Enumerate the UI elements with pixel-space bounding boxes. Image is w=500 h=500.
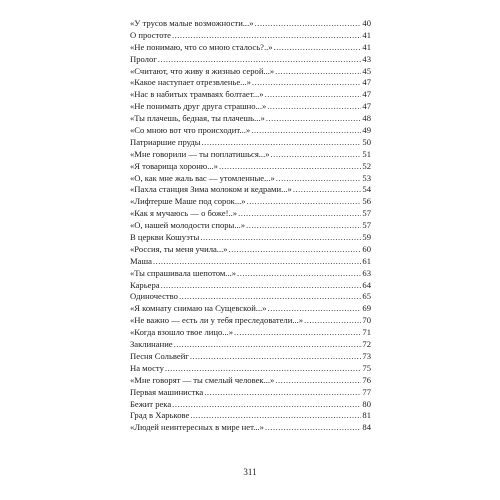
toc-entry-page: 61: [362, 255, 371, 266]
dot-leader: [172, 399, 361, 411]
toc-entry-title: «Ты плачешь, бедная, ты плачешь...»: [130, 113, 265, 124]
toc-entry: [130, 220, 371, 232]
dot-leader: [304, 315, 361, 327]
dot-leader: [293, 184, 361, 196]
toc-entry-page: 59: [362, 232, 371, 243]
toc-entry-title: В церкви Кошуэты: [130, 232, 200, 243]
toc-entry: [130, 422, 371, 434]
toc-entry-page: 41: [362, 29, 371, 40]
toc-entry-title: Маша: [130, 255, 152, 266]
toc-entry-title: «Со мною вот что происходит...»: [130, 125, 251, 136]
dot-leader: [229, 244, 361, 256]
toc-entry-page: 77: [362, 386, 371, 397]
toc-entry-page: 52: [362, 160, 371, 171]
toc-entry-title: Пролог: [130, 53, 157, 64]
toc-entry: [130, 89, 371, 101]
toc-entry-page: 48: [362, 113, 371, 124]
dot-leader: [268, 303, 361, 315]
toc-entry: [130, 125, 371, 137]
toc-entry: [130, 256, 371, 268]
toc-entry-page: 70: [362, 315, 371, 326]
toc-entry-page: 50: [362, 136, 371, 147]
dot-leader: [200, 232, 361, 244]
toc-entry-title: «Пахла станция Зима молоком и кедрами...»: [130, 184, 292, 195]
toc-entry-page: 57: [362, 220, 371, 231]
toc-entry-page: 76: [362, 374, 371, 385]
page-number: 311: [243, 467, 257, 477]
toc-entry: [130, 30, 371, 42]
dot-leader: [153, 256, 361, 268]
dot-leader: [190, 410, 361, 422]
toc-entry-title: Град в Харькове: [130, 410, 190, 421]
toc-entry: [130, 375, 371, 387]
toc-entry-title: «Лифтерше Маше под сорок...»: [130, 196, 246, 207]
toc-entry: [130, 208, 371, 220]
dot-leader: [267, 101, 361, 113]
toc-entry: [130, 244, 371, 256]
toc-entry: [130, 410, 371, 422]
toc-entry: [130, 315, 371, 327]
toc-entry-page: 56: [362, 196, 371, 207]
toc-entry-title: «Людей неинтересных в мире нет...»: [130, 422, 264, 433]
toc-entry: [130, 42, 371, 54]
toc-entry-page: 43: [362, 53, 371, 64]
toc-entry-page: 57: [362, 208, 371, 219]
toc-entry-page: 71: [362, 327, 371, 338]
toc-entry-title: О простоте: [130, 29, 171, 40]
dot-leader: [266, 113, 361, 125]
toc-entry: [130, 232, 371, 244]
toc-entry-page: 51: [362, 148, 371, 159]
toc-entry: [130, 161, 371, 173]
toc-entry-page: 63: [362, 267, 371, 278]
dot-leader: [238, 208, 361, 220]
toc-entry-title: «Россия, ты меня учила...»: [130, 243, 228, 254]
toc-entry: [130, 339, 371, 351]
dot-leader: [274, 42, 361, 54]
dot-leader: [190, 351, 361, 363]
dot-leader: [265, 422, 361, 434]
toc-entry: [130, 363, 371, 375]
toc-entry-title: «Нас в набитых трамваях болтает...»: [130, 89, 264, 100]
toc-entry-page: 65: [362, 291, 371, 302]
dot-leader: [246, 220, 361, 232]
toc-entry-title: «Как я мучаюсь — о боже!..»: [130, 208, 238, 219]
toc-entry: [130, 268, 371, 280]
toc-entry-page: 41: [362, 41, 371, 52]
toc-entry: [130, 173, 371, 185]
dot-leader: [247, 196, 361, 208]
toc-entry-title: «У трусов малые возможности...»: [130, 18, 254, 28]
dot-leader: [234, 327, 361, 339]
toc-entry-title: «Я товарища хороню...»: [130, 160, 218, 171]
dot-leader: [275, 375, 361, 387]
toc-entry-title: На мосту: [130, 362, 164, 373]
toc-entry-title: «Мне говорят — ты смелый человек...»: [130, 374, 275, 385]
toc-entry-page: 54: [362, 184, 371, 195]
dot-leader: [179, 291, 361, 303]
toc-entry: [130, 149, 371, 161]
dot-leader: [204, 387, 361, 399]
dot-leader: [271, 149, 361, 161]
toc-entry-title: Одиночество: [130, 291, 178, 302]
toc-entry-page: 45: [362, 65, 371, 76]
dot-leader: [158, 54, 361, 66]
dot-leader: [172, 30, 361, 42]
table-of-contents: [130, 18, 371, 434]
toc-entry: [130, 399, 371, 411]
toc-entry: [130, 184, 371, 196]
dot-leader: [202, 137, 361, 149]
toc-entry-title: Карьера: [130, 279, 160, 290]
toc-entry-title: Первая машинистка: [130, 386, 204, 397]
toc-entry-title: «Не понимать друг друга страшно...»: [130, 101, 267, 112]
toc-entry: [130, 291, 371, 303]
toc-entry-page: 84: [362, 422, 371, 433]
dot-leader: [275, 66, 361, 78]
toc-entry-title: Песня Сольвейг: [130, 350, 189, 361]
toc-entry-title: «Мне говорили — ты поплатишься...»: [130, 148, 270, 159]
dot-leader: [174, 339, 361, 351]
toc-entry: [130, 113, 371, 125]
dot-leader: [237, 268, 361, 280]
toc-entry-title: «Ты спрашивала шепотом...»: [130, 267, 237, 278]
toc-entry-title: «Я комнату снимаю на Сущевской...»: [130, 303, 267, 314]
toc-entry-title: Патриаршие пруды: [130, 136, 201, 147]
toc-entry-title: «О, нашей молодости споры...»: [130, 220, 246, 231]
toc-entry: [130, 137, 371, 149]
toc-entry-page: 47: [362, 89, 371, 100]
toc-entry: [130, 77, 371, 89]
toc-entry: [130, 351, 371, 363]
toc-entry-title: «Не важно — есть ли у тебя преследователи...»: [130, 315, 304, 326]
dot-leader: [165, 363, 361, 375]
dot-leader: [251, 125, 361, 137]
toc-entry: [130, 280, 371, 292]
toc-entry-page: 73: [362, 350, 371, 361]
toc-entry-page: 75: [362, 362, 371, 373]
toc-entry-page: 80: [362, 398, 371, 409]
toc-entry-page: 47: [362, 101, 371, 112]
dot-leader: [276, 173, 361, 185]
dot-leader: [219, 161, 361, 173]
toc-entry-page: 47: [362, 77, 371, 88]
toc-entry-page: 53: [362, 172, 371, 183]
toc-entry-title: Бежит река: [130, 398, 172, 409]
toc-entry-page: 49: [362, 125, 371, 136]
toc-entry-title: «Когда взошло твое лицо...»: [130, 327, 234, 338]
toc-entry-page: 64: [362, 279, 371, 290]
toc-entry-page: 72: [362, 339, 371, 350]
toc-entry: [130, 18, 371, 30]
toc-entry-title: Заклинание: [130, 339, 173, 350]
toc-entry-page: 81: [362, 410, 371, 421]
toc-entry: [130, 196, 371, 208]
toc-entry-page: 40: [362, 18, 371, 28]
dot-leader: [255, 18, 361, 30]
dot-leader: [252, 77, 361, 89]
toc-entry-title: «Какое наступает отрезвленье...»: [130, 77, 251, 88]
toc-entry: [130, 66, 371, 78]
toc-entry: [130, 54, 371, 66]
toc-entry-title: «О, как мне жаль вас — утомленные...»: [130, 172, 275, 183]
toc-entry: [130, 327, 371, 339]
toc-entry: [130, 387, 371, 399]
toc-entry-title: «Считают, что живу я жизнью серой...»: [130, 65, 275, 76]
toc-entry-page: 69: [362, 303, 371, 314]
toc-entry-title: «Не понимаю, что со мною сталось?..»: [130, 41, 273, 52]
dot-leader: [161, 280, 361, 292]
dot-leader: [265, 89, 361, 101]
toc-entry: [130, 303, 371, 315]
toc-entry: [130, 101, 371, 113]
toc-entry-page: 60: [362, 243, 371, 254]
